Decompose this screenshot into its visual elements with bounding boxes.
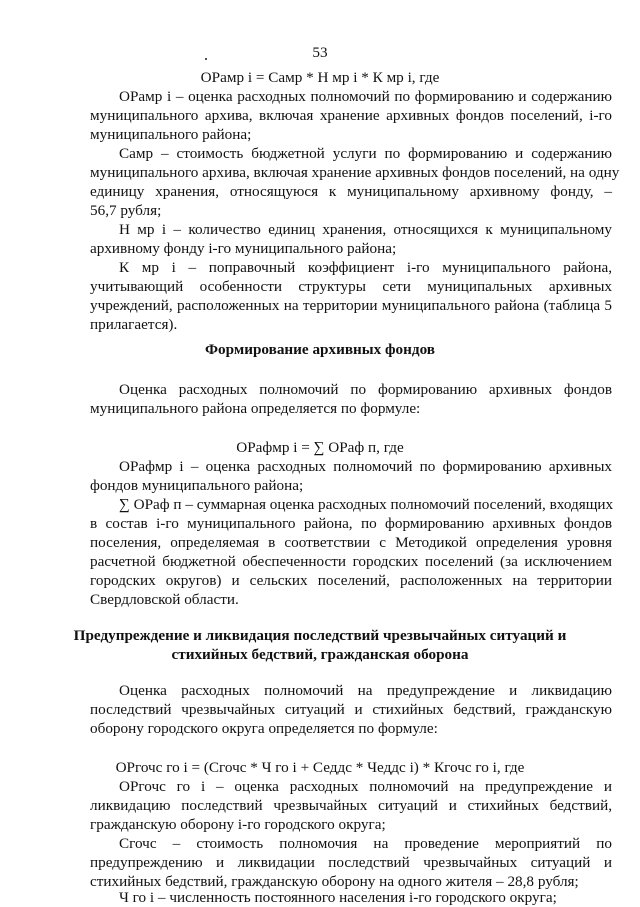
section-heading: Предупреждение и ликвидация последствий чрезвычайных ситуаций и [73,627,567,644]
paragraph-line: Ч го i – численность постоянного населения i-го городского округа; [119,889,557,906]
paragraph-line: последствий чрезвычайных ситуаций и стихийных бедствий, гражданскую [90,701,612,718]
paragraph-line: архивному фонду i-го муниципального района; [90,240,397,257]
paragraph-line: Н мр i – количество единиц хранения, относящихся к муниципальному [119,221,612,238]
paragraph-line: ОРгочс го i – оценка расходных полномочий на предупреждение и [119,778,612,795]
paragraph-line: фондов муниципального района; [90,477,304,494]
formula-emergency: ОРгочс го i = (Сгочс * Ч го i + Седдс * Чеддс i) * Кгочс го i, где [115,759,525,776]
section-heading: Формирование архивных фондов [205,341,435,358]
paragraph-line: Свердловской области. [90,591,239,608]
formula-archive-funds: ОРафмр i = ∑ ОРаф п, где [236,439,404,456]
paragraph-line: муниципального архива, включая хранение архивных фондов поселений, i-го [90,107,612,124]
paragraph-line: ОРафмр i – оценка расходных полномочий по формированию архивных [119,458,612,475]
paragraph-line: учреждений, расположенных на территории муниципального района (таблица 5 [90,297,612,314]
paragraph-line: ОРамр i – оценка расходных полномочий по формированию и содержанию [119,88,612,105]
page-number: 53 [312,44,328,61]
paragraph-line: прилагается). [90,316,178,333]
paragraph-line: муниципального района; [90,126,252,143]
paragraph-line: стихийных бедствий, гражданскую оборону на одного жителя – 28,8 рубля; [90,873,579,890]
paragraph-line: оборону городского округа определяется по формуле: [90,720,438,737]
paragraph-line: ликвидацию последствий чрезвычайных ситуаций и стихийных бедствий, [90,797,612,814]
paragraph-line: ∑ ОРаф п – суммарная оценка расходных полномочий поселений, входящих [119,496,614,513]
paragraph-line: городских округов) и сельских поселений, расположенных на территории [90,572,612,589]
paragraph-line: поселения, определяемая в соответствии с Методикой определения уровня [90,534,612,551]
paragraph-line: предупреждению и ликвидации последствий чрезвычайных ситуаций и [90,854,612,871]
paragraph-line: Оценка расходных полномочий по формированию архивных фондов [119,381,612,398]
paragraph-line: муниципального архива, включая хранение архивных фондов поселений, на одну [90,164,620,181]
paragraph-line: 56,7 рубля; [90,202,162,219]
paragraph-line: К мр i – поправочный коэффициент i-го муниципального района, [119,259,612,276]
paragraph-line: единицу хранения, относящуюся к муниципальному архивному фонду, – [90,183,612,200]
formula-archive: ОРамр i = Самр * Н мр i * К мр i, где [200,69,440,86]
paragraph-line: расчетной бюджетной обеспеченности городских поселений (за исключением [90,553,612,570]
section-heading: стихийных бедствий, гражданская оборона [171,646,469,663]
paragraph-line: учитывающий особенности структуры сети муниципальных архивных [90,278,612,295]
paragraph-line: в состав i-го муниципального района, по формированию архивных фондов [90,515,612,532]
paragraph-line: Оценка расходных полномочий на предупреждение и ликвидацию [119,682,612,699]
paragraph-line: Самр – стоимость бюджетной услуги по формированию и содержанию [119,145,612,162]
paragraph-line: гражданскую оборону i-го городского округа; [90,816,386,833]
paragraph-line: Сгочс – стоимость полномочия на проведение мероприятий по [119,835,612,852]
paragraph-line: муниципального района определяется по формуле: [90,400,421,417]
